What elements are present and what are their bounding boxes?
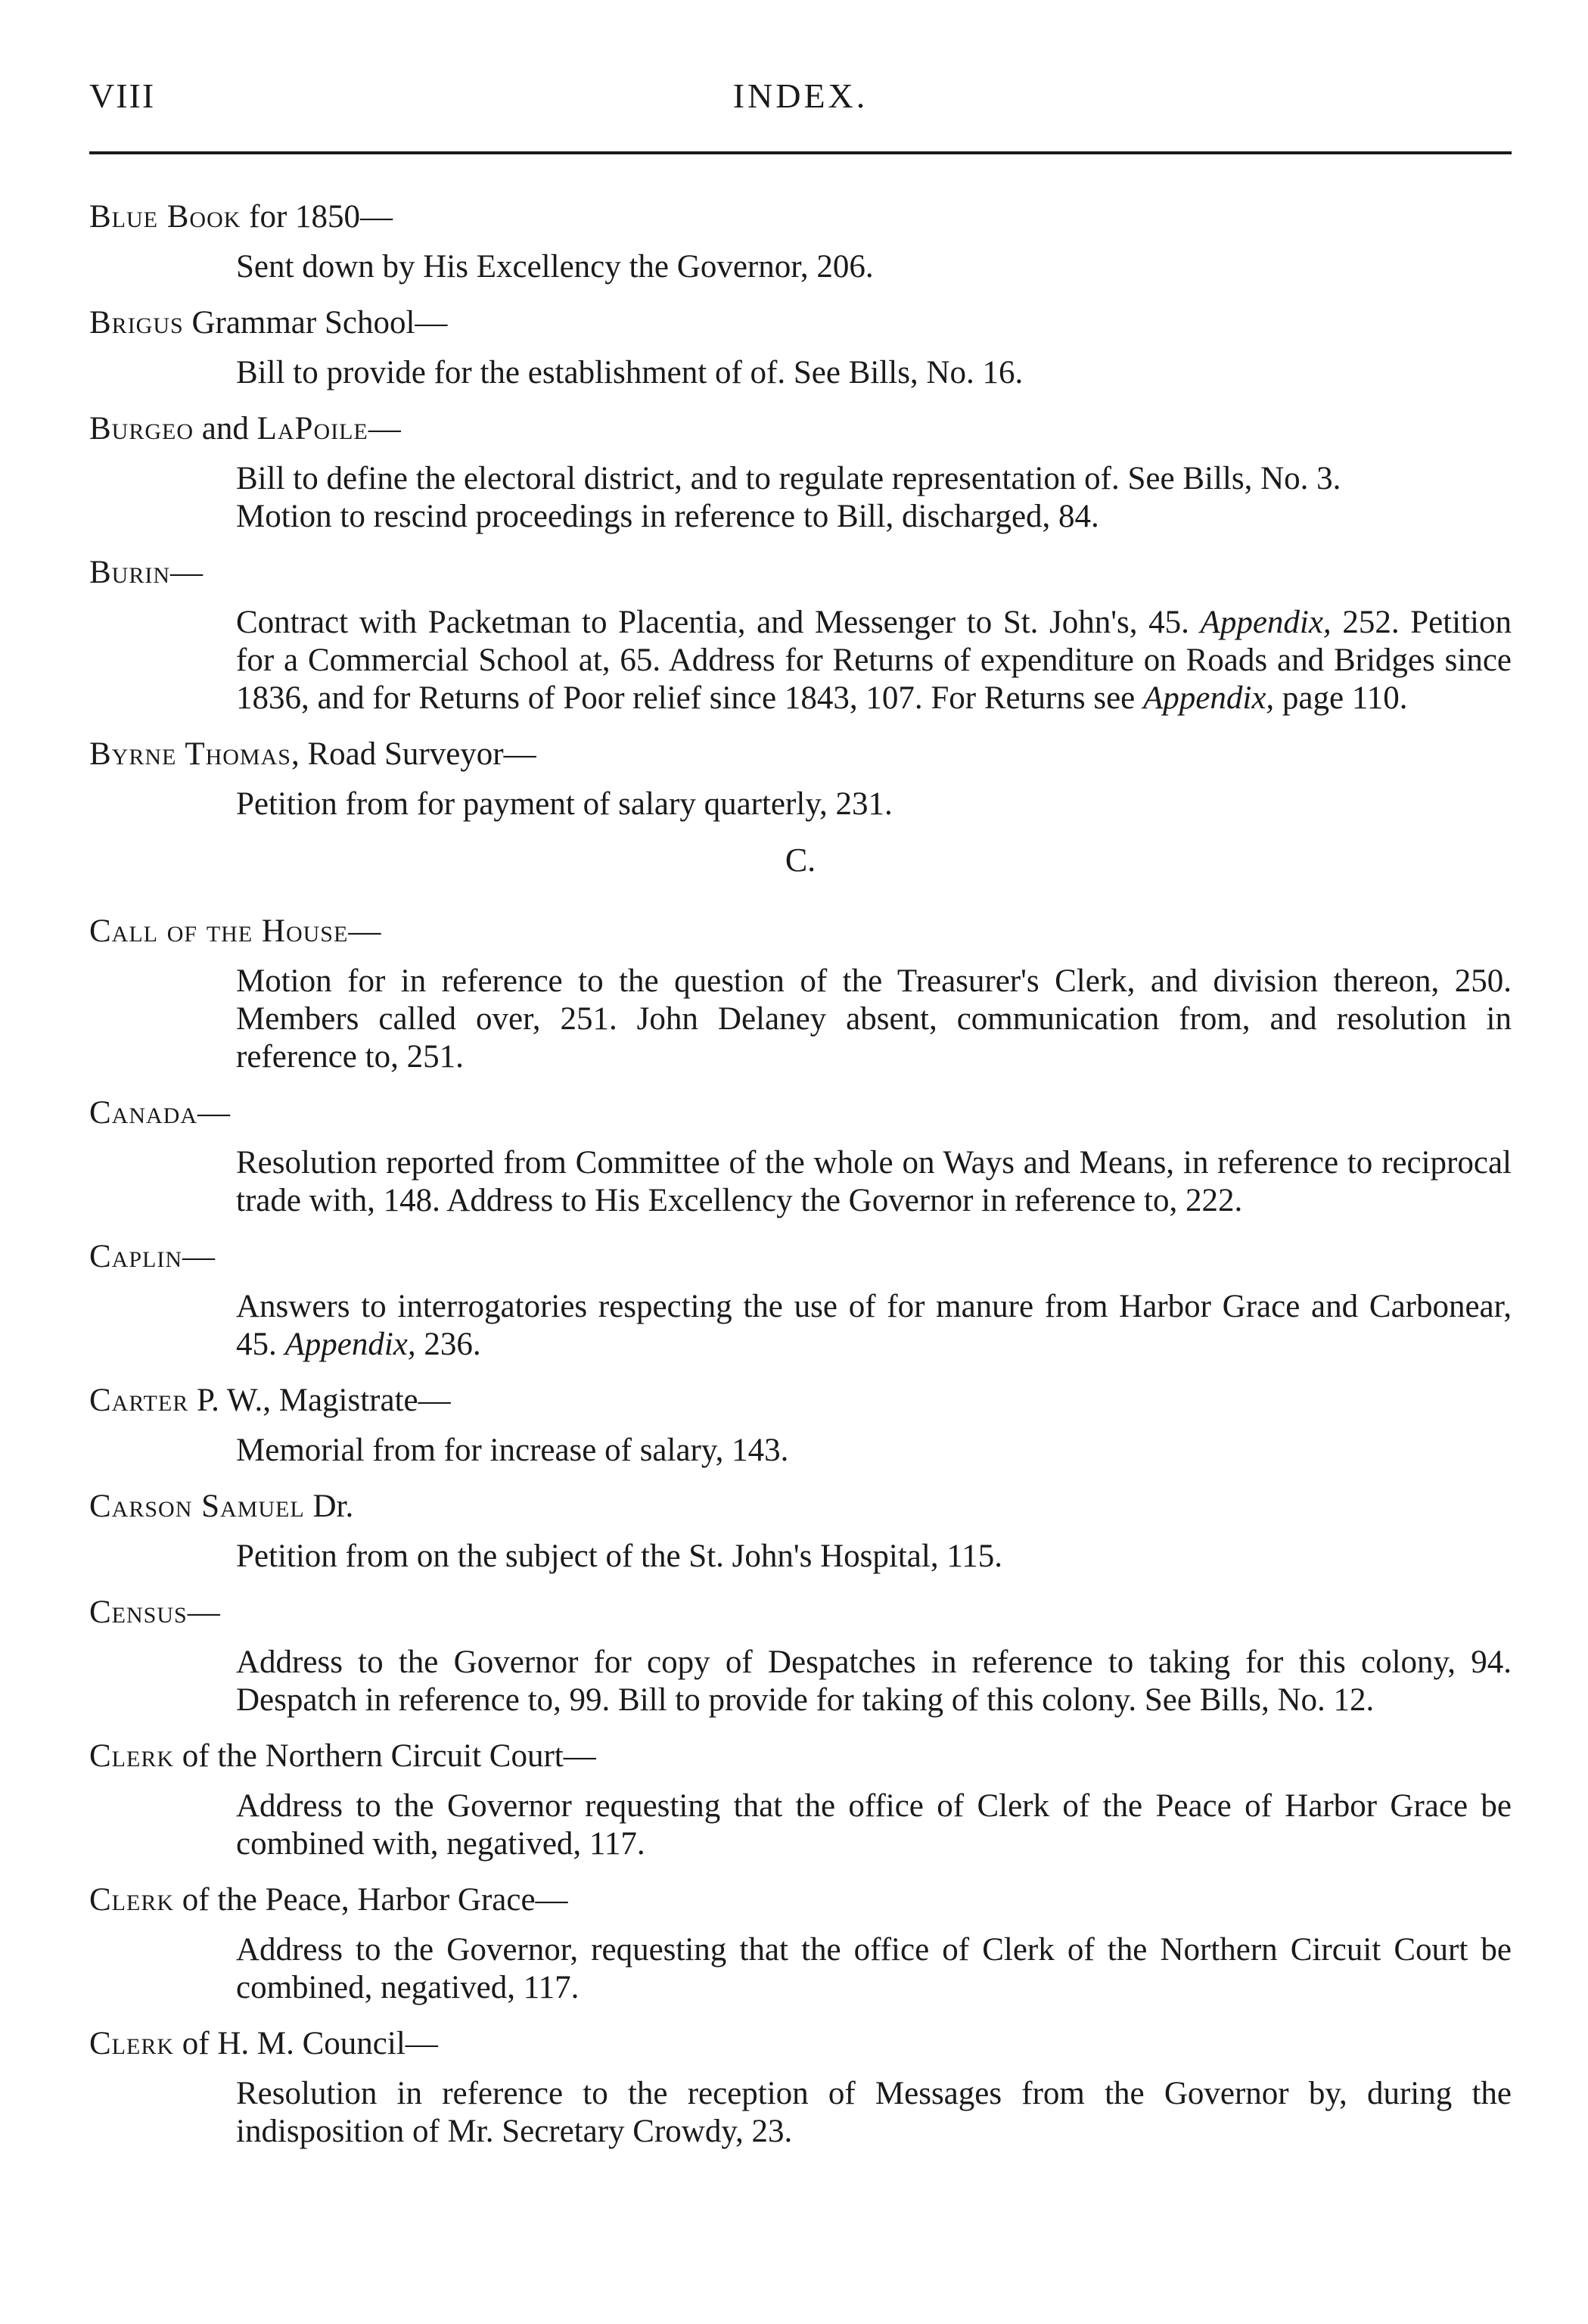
- entry-heading: Byrne Thomas, Road Surveyor—: [89, 736, 536, 772]
- index-entry: [89, 1094, 1512, 1220]
- index-body: [89, 198, 1512, 2169]
- entry-text: Bill to define the electoral district, and to regulate representation of. See Bills, No. 3.: [236, 461, 1341, 496]
- entry-text: Address to the Governor, requesting that the office of Clerk of the Northern Circuit Court be combined, negatived, 117.: [236, 1932, 1512, 2005]
- entry-heading: Census—: [89, 1594, 220, 1630]
- entry-heading: Clerk of the Northern Circuit Court—: [89, 1738, 596, 1774]
- index-entry: [89, 913, 1512, 1076]
- entry-text: Address to the Governor for copy of Despatches in reference to taking for this colony, 94. Despatch in reference to, 99. Bill to provide for taking of this colony. See Bills, No. 12.: [236, 1644, 1512, 1718]
- index-entry: [89, 2025, 1512, 2151]
- entry-heading: Clerk of the Peace, Harbor Grace—: [89, 1882, 568, 1918]
- index-entry: [89, 1738, 1512, 1863]
- header-rule: [89, 151, 1512, 154]
- entry-text: Resolution in reference to the reception of Messages from the Governor by, during the indisposition of Mr. Secretary Crowdy, 23.: [236, 2076, 1512, 2149]
- entry-heading: Burin—: [89, 555, 204, 590]
- entry-heading: Carter P. W., Magistrate—: [89, 1383, 451, 1418]
- index-entry: [89, 736, 1512, 823]
- entry-text: Answers to interrogatories respecting the use of for manure from Harbor Grace and Carbonear, 45. Appendix, 236.: [236, 1289, 1512, 1362]
- index-entry: [89, 304, 1512, 392]
- entry-heading: Clerk of H. M. Council—: [89, 2026, 438, 2061]
- entry-text: Motion for in reference to the question of the Treasurer's Clerk, and division thereon, 250. Members called over, 251. John Delaney absent, communication from, and resolution in reference to, 251.: [236, 963, 1512, 1075]
- entry-text: Address to the Governor requesting that the office of Clerk of the Peace of Harbor Grace be combined with, negatived, 117.: [236, 1788, 1512, 1862]
- entry-heading: Burgeo and LaPoile—: [89, 411, 401, 446]
- entry-heading: Canada—: [89, 1095, 231, 1131]
- entry-heading: Brigus Grammar School—: [89, 305, 448, 341]
- index-entry: [89, 198, 1512, 286]
- section-letter: C.: [785, 842, 816, 879]
- index-entry: [89, 1382, 1512, 1470]
- entry-text: Memorial from for increase of salary, 143.: [236, 1433, 789, 1468]
- entry-heading: Call of the House—: [89, 913, 381, 949]
- index-entry: [89, 1594, 1512, 1719]
- index-entry: [89, 410, 1512, 536]
- entry-text: Contract with Packetman to Placentia, and Messenger to St. John's, 45. Appendix, 252. Petition for a Commercial School at, 65. Address for Returns of expenditure on Roads and Bridges since 1836, and for Returns of Poor relief since 1843, 107. For Returns see Appendix, page 110.: [236, 605, 1512, 716]
- entry-text: Petition from for payment of salary quarterly, 231.: [236, 786, 893, 822]
- entry-text: Petition from on the subject of the St. John's Hospital, 115.: [236, 1538, 1002, 1574]
- index-entry: [89, 1881, 1512, 2007]
- index-entry: [89, 1238, 1512, 1364]
- running-head: [89, 76, 1512, 121]
- entry-text: Resolution reported from Committee of the whole on Ways and Means, in reference to reciprocal trade with, 148. Address to His Excellency the Governor in reference to, 222.: [236, 1145, 1512, 1218]
- entry-heading: Carson Samuel Dr.: [89, 1489, 354, 1524]
- entry-heading: Blue Book for 1850—: [89, 199, 393, 235]
- index-entry: [89, 1488, 1512, 1576]
- page-title: INDEX.: [732, 76, 869, 115]
- entry-text: Motion to rescind proceedings in reference to Bill, discharged, 84.: [236, 499, 1099, 534]
- page-folio: VIII: [89, 76, 156, 115]
- index-entry: [89, 554, 1512, 717]
- entry-text: Sent down by His Excellency the Governor, 206.: [236, 249, 874, 285]
- entry-heading: Caplin—: [89, 1239, 216, 1274]
- entry-text: Bill to provide for the establishment of of. See Bills, No. 16.: [236, 355, 1024, 390]
